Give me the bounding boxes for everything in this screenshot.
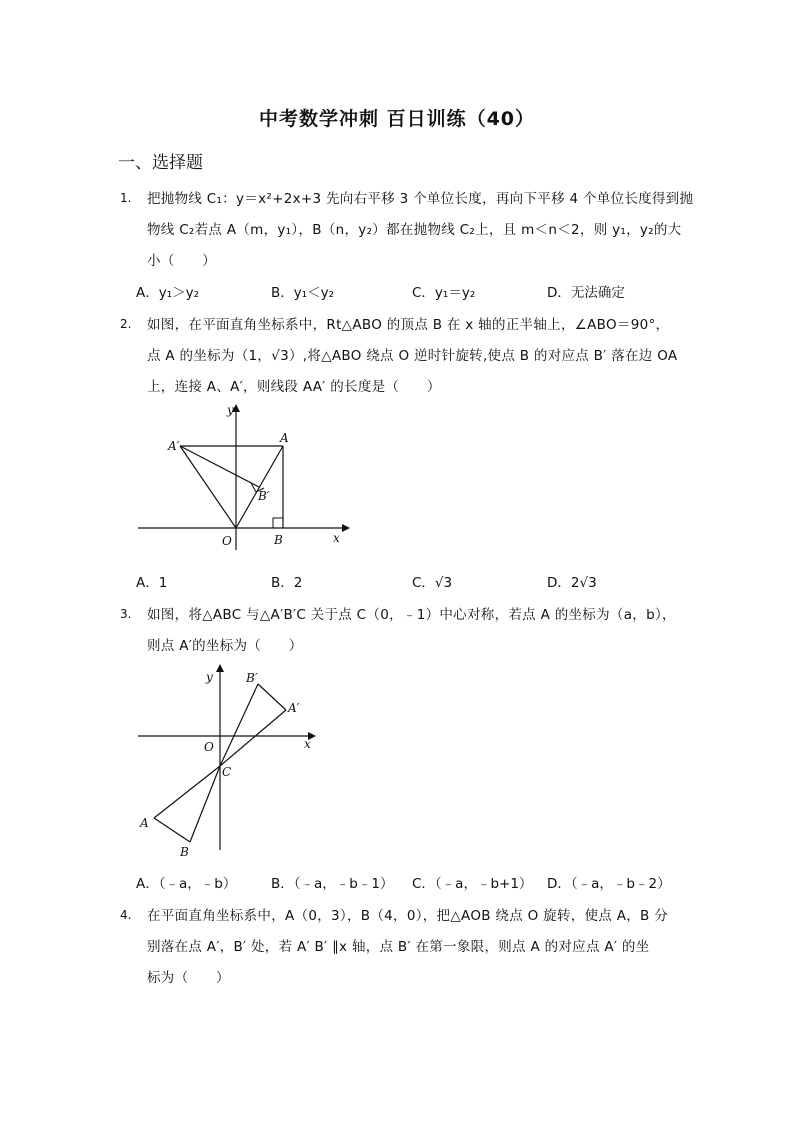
label-o: O <box>222 534 232 548</box>
section-heading: 一、选择题 <box>118 153 203 173</box>
question-1-number: 1. <box>120 191 132 205</box>
question-4-line-2: 别落在点 A′，B′ 处，若 A′ B′ ∥x 轴，点 B′ 在第一象限，则点 A 的对应点 A′ 的坐 <box>147 939 650 955</box>
label-b-prime: B′ <box>258 489 270 503</box>
label-c: C <box>222 765 232 779</box>
question-2-option-b: B．2 <box>271 575 303 591</box>
question-2-option-c: C．√3 <box>412 575 453 591</box>
question-3-option-b: B．（﹣a，﹣b﹣1） <box>271 876 394 892</box>
label-b-prime: B′ <box>246 671 258 685</box>
question-2-option-a: A．1 <box>136 575 168 591</box>
question-4-number: 4. <box>120 908 132 922</box>
label-y: y <box>206 670 213 684</box>
page-title: 中考数学冲刺 百日训练（40） <box>258 108 536 130</box>
label-a: A <box>140 816 149 830</box>
label-b: B <box>274 533 283 547</box>
question-3-line-2: 则点 A′的坐标为（ ） <box>147 638 303 654</box>
segment-a1b1 <box>180 446 259 487</box>
label-x: x <box>333 531 340 545</box>
question-3-figure <box>130 660 330 860</box>
question-4-line-3: 标为（ ） <box>147 970 230 986</box>
question-2-figure <box>130 400 360 555</box>
segment-a1b1 <box>258 684 286 710</box>
segment-cb1 <box>220 684 258 766</box>
label-a: A <box>280 431 289 445</box>
question-3-option-a: A．（﹣a，﹣b） <box>136 876 237 892</box>
question-2-option-d: D．2√3 <box>547 575 597 591</box>
question-1-option-a: A．y₁＞y₂ <box>136 285 200 301</box>
label-a-prime: A′ <box>288 701 300 715</box>
question-1-option-c: C．y₁＝y₂ <box>412 285 476 301</box>
question-1-option-b: B．y₁＜y₂ <box>271 285 335 301</box>
question-1-line-3: 小（ ） <box>147 253 216 269</box>
question-1-option-d: D．无法确定 <box>547 285 625 301</box>
question-1-line-1: 把抛物线 C₁：y＝x²+2x+3 先向右平移 3 个单位长度，再向下平移 4 个单位长度得到抛 <box>147 191 694 207</box>
question-4-line-1: 在平面直角坐标系中，A（0，3），B（4，0），把△AOB 绕点 O 旋转，使点 A，B 分 <box>147 908 668 924</box>
segment-oa <box>236 446 283 528</box>
question-3-line-1: 如图，将△ABC 与△A′B′C 关于点 C（0，﹣1）中心对称，若点 A 的坐标为（a，b）， <box>147 607 676 623</box>
segment-ca1 <box>220 710 286 766</box>
label-x: x <box>304 737 311 751</box>
question-3-option-d: D．（﹣a，﹣b﹣2） <box>547 876 671 892</box>
right-angle-b <box>273 518 283 528</box>
segment-oa1 <box>180 446 236 528</box>
label-b: B <box>180 845 189 859</box>
y-axis-arrow <box>216 664 224 672</box>
question-2-number: 2. <box>120 317 132 331</box>
x-axis-arrow <box>342 524 350 532</box>
question-2-line-3: 上，连接 A、A′，则线段 AA′ 的长度是（ ） <box>147 379 441 395</box>
segment-ab <box>154 818 190 842</box>
question-1-line-2: 物线 C₂若点 A（m，y₁），B（n，y₂）都在抛物线 C₂上，且 m＜n＜2，则 y₁，y₂的大 <box>147 222 682 238</box>
label-o: O <box>204 740 214 754</box>
question-2-line-2: 点 A 的坐标为（1，√3）,将△ABO 绕点 O 逆时针旋转,使点 B 的对应点 B′ 落在边 OA <box>147 348 678 364</box>
question-3-option-c: C．（﹣a，﹣b+1） <box>412 876 533 892</box>
label-y: y <box>227 403 234 417</box>
question-2-line-1: 如图，在平面直角坐标系中，Rt△ABO 的顶点 B 在 x 轴的正半轴上，∠ABO＝90°， <box>147 317 670 333</box>
question-3-number: 3. <box>120 607 132 621</box>
label-a-prime: A′ <box>168 439 180 453</box>
